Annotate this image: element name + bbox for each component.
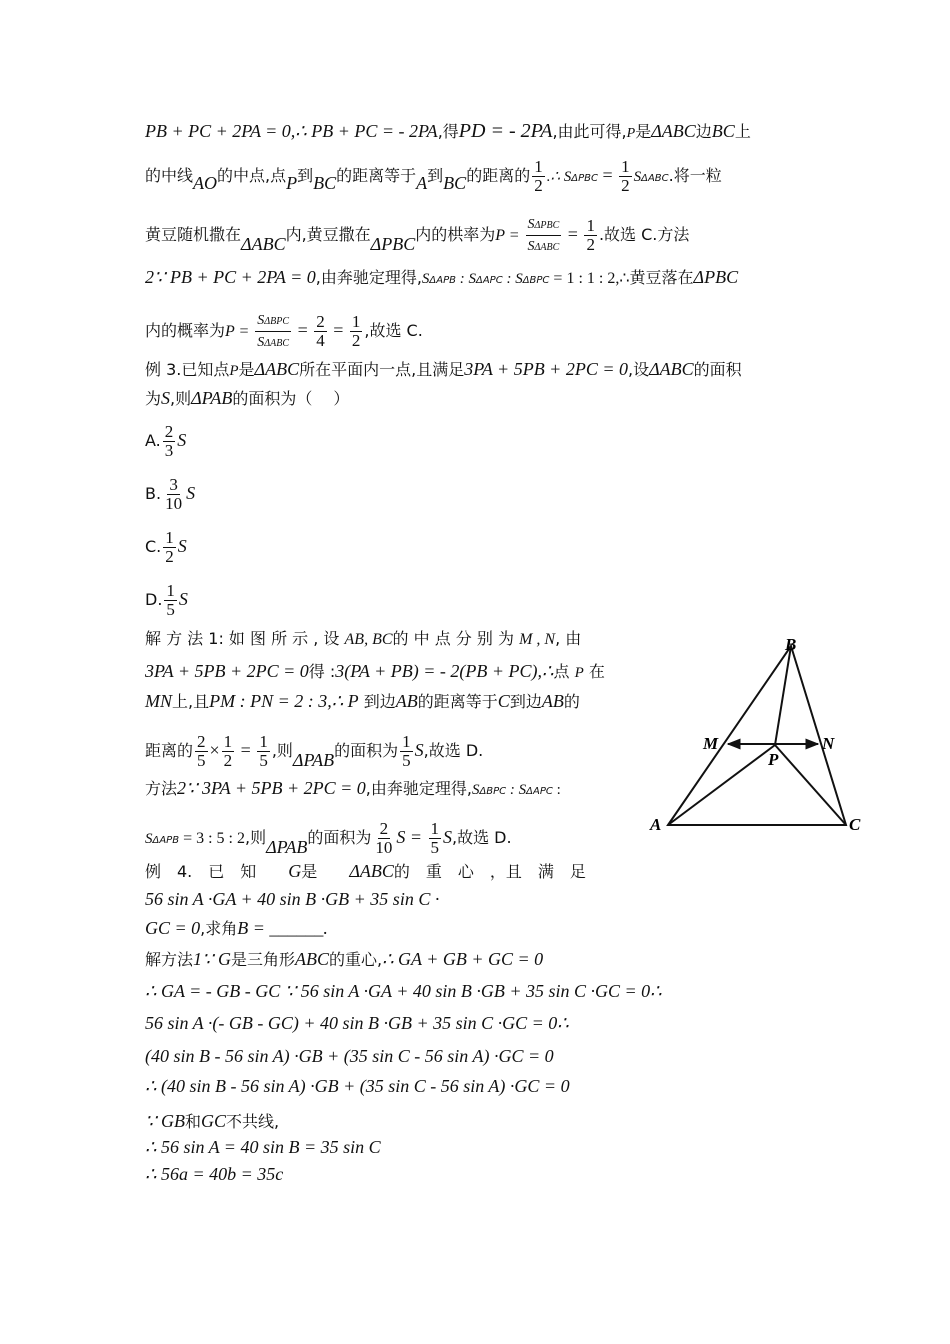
- text-line: [145, 1012, 569, 1035]
- text: 所在平面内一点,且满足: [299, 360, 465, 379]
- text: 内,黄豆撒在: [285, 225, 371, 244]
- label-m: M: [703, 734, 719, 753]
- subscript: ΔPBC: [534, 220, 560, 231]
- math-expr: =: [563, 224, 583, 244]
- fraction: [195, 733, 208, 770]
- fraction: [164, 582, 177, 619]
- text: 不共线,: [225, 1112, 280, 1131]
- fraction: [526, 214, 562, 257]
- text: 的面积为: [334, 741, 399, 760]
- fraction: [619, 158, 632, 195]
- text: 到: [297, 166, 314, 185]
- text: , 由: [555, 629, 582, 648]
- fraction: [222, 733, 235, 770]
- math-expr: BC: [711, 121, 735, 141]
- math-expr: 3PA + 5PB + 2PC = 0: [145, 661, 309, 681]
- text: ,设: [627, 360, 650, 379]
- math-expr: ΔPAB: [292, 750, 335, 770]
- text: ,则: [170, 389, 192, 408]
- math-expr: S: [633, 169, 642, 185]
- math-expr: S: [178, 589, 188, 609]
- numerator: 1: [166, 581, 175, 600]
- triangle-figure: [648, 632, 878, 842]
- math-expr: =: [293, 320, 313, 340]
- numerator: 1: [351, 312, 361, 331]
- text: 为: [145, 389, 162, 408]
- math-expr: S: [186, 483, 196, 503]
- text: 的距离等于: [336, 166, 417, 185]
- math-expr: ΔABC: [254, 359, 300, 379]
- math-expr: S: [161, 388, 171, 408]
- math-expr: AB: [395, 691, 418, 711]
- fraction: [350, 313, 363, 350]
- numerator: 1: [402, 732, 411, 751]
- math-expr: .∴ S: [546, 169, 572, 185]
- math-expr: G: [288, 861, 302, 881]
- numerator: 2: [164, 422, 174, 441]
- text-line: [145, 1163, 283, 1186]
- math-expr: S: [421, 271, 430, 287]
- denominator: 5: [166, 600, 175, 619]
- denominator: 5: [430, 838, 439, 857]
- math-expr: 2∵ 3PA + 5PB + 2PC = 0: [177, 778, 366, 798]
- math-expr: ∴ 56 sin A = 40 sin B = 35 sin C: [145, 1137, 381, 1157]
- math-expr: A: [416, 173, 428, 193]
- math-expr: = 3 : 5 : 2: [179, 830, 245, 847]
- math-expr: GC: [200, 1111, 226, 1131]
- text: ,由奔驰定理得,: [315, 268, 422, 287]
- subscript: ΔAPC: [476, 275, 503, 286]
- math-expr: ΔPAB: [191, 388, 233, 408]
- math-expr: : S: [456, 271, 476, 287]
- denominator: 2: [165, 547, 174, 566]
- fraction: [373, 820, 394, 857]
- label-b: B: [785, 635, 797, 654]
- math-expr: 56 sin A ·(- GB - GC) + 40 sin B ·GB + 35 sin C ·GC = 0∴: [145, 1013, 569, 1033]
- fraction: [400, 733, 413, 770]
- text-line: [145, 777, 561, 803]
- math-expr: 3PA + 5PB + 2PC = 0: [464, 359, 628, 379]
- text-line: [145, 980, 662, 1003]
- text: 的面积为（ ）: [232, 389, 350, 408]
- math-expr: M , N: [519, 631, 556, 648]
- fraction: [255, 310, 291, 353]
- denominator: 3: [164, 441, 174, 460]
- option-c: [145, 529, 187, 566]
- math-expr: ∴ (40 sin B - 56 sin A) ·GB + (35 sin C - 56 sin A) ·GC = 0: [145, 1076, 570, 1096]
- math-expr: ∴ 56a = 40b = 35c: [145, 1164, 284, 1184]
- numerator: 1: [259, 732, 268, 751]
- fraction: [163, 476, 184, 513]
- denominator: 2: [534, 176, 543, 195]
- text-line: [145, 1075, 570, 1098]
- numerator: 1: [223, 732, 233, 751]
- math-expr: AB: [541, 691, 564, 711]
- text: 到: [427, 166, 444, 185]
- math-expr: ∴ GA = - GB - GC ∵ 56 sin A ·GA + 40 sin B ·GB + 35 sin C ·GC = 0∴: [145, 981, 662, 1001]
- text: 到边: [509, 692, 542, 711]
- text: ,故选 D.: [423, 741, 484, 760]
- text: ,故选 C.: [364, 321, 423, 340]
- fraction: [314, 313, 327, 350]
- math-expr: =: [328, 320, 348, 340]
- math-expr: S: [414, 740, 424, 760]
- text-line: [145, 733, 483, 770]
- math-expr: = 1 : 1 : 2,∴: [549, 270, 630, 287]
- text: 例 4. 已 知: [145, 862, 257, 881]
- text-line: [145, 266, 738, 292]
- math-expr: =: [236, 740, 256, 760]
- math-expr: S: [257, 335, 265, 350]
- text: 上: [734, 122, 751, 141]
- math-expr: S: [177, 430, 187, 450]
- subscript: ΔBPC: [479, 786, 507, 797]
- math-expr: B = ______.: [237, 918, 328, 938]
- denominator: 10: [375, 838, 393, 857]
- math-expr: 1∵ G: [193, 949, 231, 969]
- math-expr: S: [527, 217, 535, 232]
- text-line: [145, 860, 586, 883]
- text: 在: [588, 662, 605, 681]
- text: 到边: [363, 692, 396, 711]
- math-expr: ΔABC: [649, 359, 694, 379]
- subscript: ΔAPB: [152, 835, 180, 846]
- denominator: 5: [259, 751, 268, 770]
- numerator: 1: [430, 819, 439, 838]
- text: .将一粒: [668, 166, 722, 185]
- subscript: ΔABC: [534, 242, 560, 253]
- math-expr: GC = 0: [145, 918, 201, 938]
- text: 距离的: [145, 741, 194, 760]
- text: 的重心,: [328, 950, 383, 969]
- math-expr: ΔABC: [241, 234, 286, 254]
- segment-pa: [668, 745, 775, 825]
- text: ,由奔驰定理得,: [365, 779, 472, 798]
- text: ,则: [271, 741, 293, 760]
- text: 的 重 心 ，且 满 足: [393, 862, 586, 881]
- option-b: [145, 476, 195, 513]
- numerator: 1: [534, 157, 543, 176]
- text-line: [145, 120, 751, 145]
- text-line: [145, 387, 349, 410]
- text: ,由此可得,: [552, 122, 627, 141]
- text-line: [145, 310, 423, 353]
- option-label: A.: [145, 431, 161, 450]
- subscript: ΔBPC: [264, 316, 290, 327]
- text: ,故选 D.: [452, 828, 512, 847]
- text: 和: [184, 1112, 201, 1131]
- math-expr: ΔABC: [651, 121, 696, 141]
- text-line: [145, 1136, 381, 1159]
- fraction: [532, 158, 545, 195]
- text: 黄豆落在: [629, 268, 694, 287]
- math-expr: BC: [443, 173, 467, 193]
- math-expr: ∵ GB: [145, 1111, 185, 1131]
- option-label: C.: [145, 537, 162, 556]
- option-a: [145, 423, 186, 460]
- math-expr: 2∵ PB + PC + 2PA = 0: [145, 267, 316, 287]
- text: 的中点,点: [217, 166, 287, 185]
- text: 点: [553, 662, 570, 681]
- math-expr: S: [471, 782, 480, 798]
- math-expr: MN: [145, 691, 172, 711]
- math-expr: S: [145, 831, 153, 847]
- denominator: 2: [223, 751, 233, 770]
- segment-pc: [775, 745, 846, 825]
- math-expr: S: [257, 313, 265, 328]
- numerator: 1: [621, 157, 630, 176]
- math-expr: PM : PN = 2 : 3,∴ P: [209, 691, 359, 711]
- fraction: [584, 217, 597, 254]
- math-expr: ×: [209, 740, 220, 760]
- numerator: 1: [586, 216, 595, 235]
- text-line: [145, 158, 722, 195]
- text-line: [145, 888, 439, 911]
- denominator: 5: [197, 751, 206, 770]
- math-expr: P: [286, 173, 298, 193]
- text: 的 中 点 分 别 为: [392, 629, 514, 648]
- numerator: 3: [169, 475, 178, 494]
- text-line: [145, 948, 543, 971]
- text: 得 :: [308, 662, 336, 681]
- text: 边: [695, 122, 712, 141]
- text: 内的概率为: [145, 321, 226, 340]
- math-expr: ΔPBC: [370, 234, 416, 254]
- text: 解 方 法 1: 如 图 所 示 , 设: [145, 629, 340, 648]
- text: ,则: [245, 828, 267, 847]
- label-a: A: [650, 815, 662, 834]
- text-line: [145, 917, 328, 940]
- label-p: P: [768, 750, 779, 769]
- text: 解方法: [145, 950, 194, 969]
- denominator: 4: [316, 331, 325, 350]
- text-line: [145, 690, 580, 713]
- math-expr: : S: [502, 271, 523, 287]
- text-line: [145, 214, 689, 257]
- math-expr: 56 sin A ·GA + 40 sin B ·GB + 35 sin C ·: [145, 889, 440, 909]
- fraction: [257, 733, 270, 770]
- text: 是三角形: [230, 950, 295, 969]
- text: .故选 C.方法: [598, 225, 690, 244]
- math-expr: P =: [495, 227, 524, 244]
- option-label: B.: [145, 484, 162, 503]
- triangle-abc: [668, 646, 846, 825]
- text: 内的栱率为: [415, 225, 496, 244]
- math-expr: P: [574, 665, 584, 681]
- math-expr: PD = - 2PA: [458, 120, 553, 142]
- subscript: ΔAPC: [526, 786, 553, 797]
- label-c: C: [849, 815, 861, 834]
- text: 的距离的: [466, 166, 531, 185]
- numerator: 2: [316, 312, 325, 331]
- math-expr: S: [527, 239, 535, 254]
- math-expr: (40 sin B - 56 sin A) ·GB + (35 sin C - 56 sin A) ·GC = 0: [145, 1046, 554, 1066]
- text: 上,且: [172, 692, 210, 711]
- subscript: ΔABC: [641, 173, 669, 184]
- numerator: 2: [379, 819, 389, 838]
- math-expr: ΔPBC: [693, 267, 739, 287]
- numerator: 1: [165, 528, 174, 547]
- text-line: [145, 820, 512, 857]
- math-expr: BC: [313, 173, 337, 193]
- math-expr: S: [443, 827, 452, 847]
- math-expr: S: [177, 536, 187, 556]
- fraction: [163, 529, 176, 566]
- text-line: [145, 358, 742, 382]
- option-d: [145, 582, 188, 619]
- text: 的: [563, 692, 580, 711]
- text: 方法: [145, 779, 178, 798]
- numerator: 2: [197, 732, 206, 751]
- text: 的中线: [145, 166, 194, 185]
- subscript: ΔBPC: [522, 275, 550, 286]
- text: ,求角: [200, 919, 238, 938]
- text-line: [145, 628, 581, 651]
- text-line: [145, 1045, 554, 1068]
- math-expr: 3(PA + PB) = - 2(PB + PC),∴: [335, 661, 554, 681]
- fraction: [429, 820, 442, 857]
- math-expr: :: [552, 782, 561, 798]
- text: 是: [238, 360, 255, 379]
- math-expr: ΔABC: [349, 861, 394, 881]
- subscript: ΔAPB: [429, 275, 456, 286]
- denominator: 5: [402, 751, 411, 770]
- subscript: ΔABC: [264, 338, 290, 349]
- text: 黄豆随机撒在: [145, 225, 242, 244]
- text: 例 3.已知点: [145, 360, 230, 379]
- text-line: [145, 660, 605, 684]
- denominator: 2: [586, 235, 595, 254]
- label-n: N: [822, 734, 835, 753]
- math-expr: =: [597, 165, 618, 185]
- text: 的面积: [693, 360, 742, 379]
- math-expr: P: [626, 126, 636, 141]
- denominator: 10: [165, 494, 183, 513]
- math-expr: S =: [396, 827, 427, 847]
- math-expr: : S: [506, 782, 527, 798]
- math-expr: P =: [225, 323, 254, 340]
- denominator: 2: [621, 176, 630, 195]
- text: 是: [301, 862, 318, 881]
- option-label: D.: [145, 590, 163, 609]
- math-expr: ΔPAB: [266, 837, 308, 857]
- fraction: [163, 423, 176, 460]
- math-expr: ABC: [294, 949, 329, 969]
- subscript: ΔPBC: [571, 173, 598, 184]
- denominator: 2: [351, 331, 361, 350]
- math-expr: AO: [193, 173, 218, 193]
- segment-pb: [775, 646, 791, 745]
- text: ,得: [437, 122, 459, 141]
- math-expr: C: [497, 691, 510, 711]
- text: 的距离等于: [417, 692, 498, 711]
- math-expr: P: [229, 363, 239, 379]
- math-expr: ∴ GA + GB + GC = 0: [382, 949, 544, 969]
- text: 的面积为: [307, 828, 372, 847]
- text: 是: [635, 122, 652, 141]
- math-expr: PB + PC + 2PA = 0,∴ PB + PC = - 2PA: [145, 121, 438, 141]
- math-expr: AB, BC: [344, 631, 393, 648]
- text-line: [145, 1110, 279, 1133]
